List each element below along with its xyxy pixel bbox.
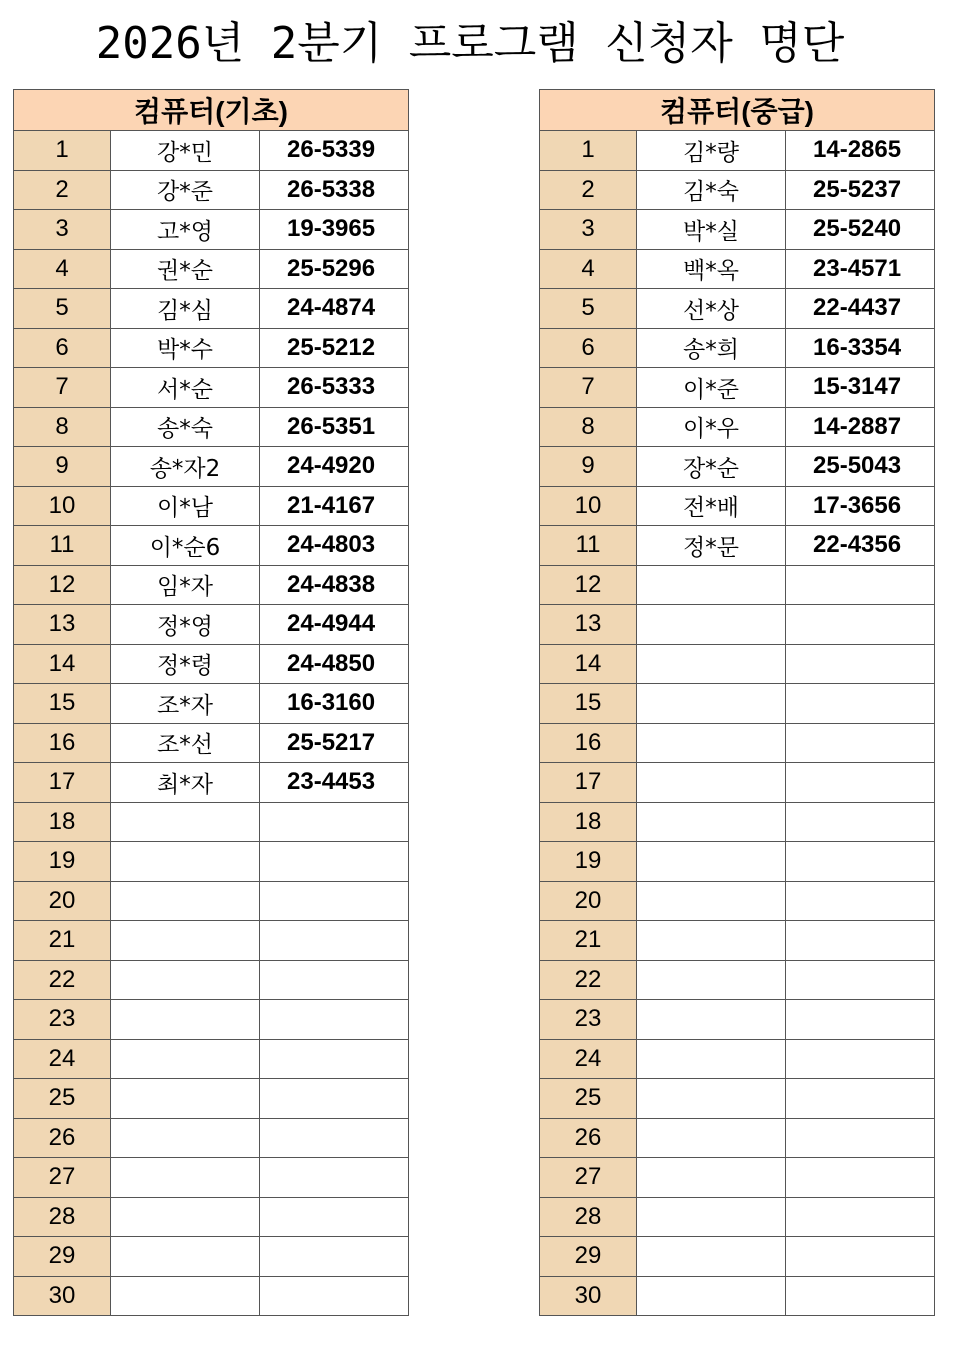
table-row (540, 802, 935, 842)
table-row (14, 1079, 409, 1119)
applicant-name-cell: 김*심 (111, 289, 260, 329)
applicant-name-cell (637, 921, 786, 961)
applicant-name-cell: 박*실 (637, 210, 786, 250)
applicant-name-cell (111, 1237, 260, 1277)
applicant-name-cell (111, 802, 260, 842)
row-number-cell: 30 (540, 1276, 637, 1316)
row-number-cell: 12 (540, 565, 637, 605)
row-number-cell: 24 (540, 1039, 637, 1079)
table-row (540, 131, 935, 171)
table-row (540, 644, 935, 684)
table-row (14, 842, 409, 882)
member-id-cell: 24-4838 (260, 565, 409, 605)
table-row (540, 723, 935, 763)
member-id-cell (260, 802, 409, 842)
table-row (14, 763, 409, 803)
row-number-cell: 16 (14, 723, 111, 763)
member-id-cell: 25-5237 (786, 170, 935, 210)
member-id-cell: 23-4453 (260, 763, 409, 803)
row-number-cell: 28 (540, 1197, 637, 1237)
row-number-cell: 26 (14, 1118, 111, 1158)
table-row (14, 1158, 409, 1198)
row-number-cell: 17 (540, 763, 637, 803)
table-row (540, 921, 935, 961)
row-number-cell: 25 (540, 1079, 637, 1119)
member-id-cell: 23-4571 (786, 249, 935, 289)
row-number-cell: 28 (14, 1197, 111, 1237)
row-number-cell: 18 (14, 802, 111, 842)
row-number-cell: 23 (540, 1000, 637, 1040)
row-number-cell: 20 (14, 881, 111, 921)
table-row (14, 723, 409, 763)
member-id-cell: 26-5333 (260, 368, 409, 408)
table-row (540, 842, 935, 882)
member-id-cell (786, 1118, 935, 1158)
member-id-cell (260, 1000, 409, 1040)
table-row (540, 960, 935, 1000)
table-row (540, 1118, 935, 1158)
member-id-cell: 22-4356 (786, 526, 935, 566)
row-number-cell: 15 (540, 684, 637, 724)
table-row (14, 526, 409, 566)
row-number-cell: 15 (14, 684, 111, 724)
row-number-cell: 18 (540, 802, 637, 842)
table-row (14, 447, 409, 487)
row-number-cell: 9 (540, 447, 637, 487)
row-number-cell: 4 (540, 249, 637, 289)
member-id-cell: 14-2865 (786, 131, 935, 171)
table-body (540, 131, 935, 1316)
row-number-cell: 20 (540, 881, 637, 921)
applicant-name-cell: 최*자 (111, 763, 260, 803)
table-row (540, 407, 935, 447)
row-number-cell: 6 (14, 328, 111, 368)
member-id-cell: 24-4850 (260, 644, 409, 684)
row-number-cell: 6 (540, 328, 637, 368)
table-row (14, 921, 409, 961)
applicant-name-cell: 조*선 (111, 723, 260, 763)
table-row (14, 368, 409, 408)
table-row (540, 1237, 935, 1277)
applicant-name-cell: 강*민 (111, 131, 260, 171)
member-id-cell (786, 1079, 935, 1119)
member-id-cell: 26-5339 (260, 131, 409, 171)
applicant-name-cell: 송*숙 (111, 407, 260, 447)
table-row (14, 605, 409, 645)
applicant-name-cell (111, 960, 260, 1000)
table-row (540, 1158, 935, 1198)
member-id-cell (260, 842, 409, 882)
applicant-name-cell (637, 605, 786, 645)
member-id-cell (260, 1197, 409, 1237)
applicant-name-cell (637, 1276, 786, 1316)
row-number-cell: 12 (14, 565, 111, 605)
applicant-name-cell: 이*순6 (111, 526, 260, 566)
table-row (540, 1000, 935, 1040)
table-row (14, 407, 409, 447)
applicant-name-cell (637, 842, 786, 882)
member-id-cell: 26-5338 (260, 170, 409, 210)
table-row (540, 170, 935, 210)
table-row (14, 1197, 409, 1237)
member-id-cell: 22-4437 (786, 289, 935, 329)
table-row (540, 881, 935, 921)
row-number-cell: 3 (14, 210, 111, 250)
table-row (14, 644, 409, 684)
member-id-cell (786, 1197, 935, 1237)
row-number-cell: 11 (14, 526, 111, 566)
table-row (14, 1118, 409, 1158)
roster-table-basic (13, 89, 409, 1316)
table-row (14, 684, 409, 724)
table-row (14, 486, 409, 526)
applicant-name-cell (111, 921, 260, 961)
row-number-cell: 2 (14, 170, 111, 210)
table-row (14, 960, 409, 1000)
member-id-cell (786, 1000, 935, 1040)
table-row (14, 249, 409, 289)
row-number-cell: 19 (540, 842, 637, 882)
applicant-name-cell (637, 763, 786, 803)
table-row (540, 684, 935, 724)
member-id-cell: 24-4874 (260, 289, 409, 329)
table-row (14, 1039, 409, 1079)
table-row (540, 526, 935, 566)
applicant-name-cell (637, 1237, 786, 1277)
row-number-cell: 23 (14, 1000, 111, 1040)
applicant-name-cell (637, 684, 786, 724)
applicant-name-cell (637, 1158, 786, 1198)
member-id-cell: 21-4167 (260, 486, 409, 526)
member-id-cell (260, 1237, 409, 1277)
applicant-name-cell: 고*영 (111, 210, 260, 250)
member-id-cell (786, 1237, 935, 1277)
table-row (14, 565, 409, 605)
row-number-cell: 9 (14, 447, 111, 487)
applicant-name-cell (111, 881, 260, 921)
applicant-name-cell (111, 1197, 260, 1237)
table-row (14, 1237, 409, 1277)
applicant-name-cell: 송*자2 (111, 447, 260, 487)
table-row (540, 486, 935, 526)
table-row (540, 328, 935, 368)
row-number-cell: 7 (540, 368, 637, 408)
table-row (540, 447, 935, 487)
applicant-name-cell: 송*희 (637, 328, 786, 368)
member-id-cell (786, 684, 935, 724)
table-body (14, 131, 409, 1316)
row-number-cell: 4 (14, 249, 111, 289)
table-row (14, 328, 409, 368)
applicant-name-cell: 김*량 (637, 131, 786, 171)
applicant-name-cell: 전*배 (637, 486, 786, 526)
member-id-cell: 25-5296 (260, 249, 409, 289)
table-row (14, 881, 409, 921)
table-row (540, 1079, 935, 1119)
applicant-name-cell: 장*순 (637, 447, 786, 487)
table-row (540, 249, 935, 289)
applicant-name-cell (637, 723, 786, 763)
member-id-cell (786, 881, 935, 921)
member-id-cell: 25-5212 (260, 328, 409, 368)
applicant-name-cell: 권*순 (111, 249, 260, 289)
member-id-cell (260, 921, 409, 961)
table-header-row (540, 90, 935, 131)
applicant-name-cell: 이*우 (637, 407, 786, 447)
row-number-cell: 8 (14, 407, 111, 447)
table-row (540, 1039, 935, 1079)
table-row (540, 1197, 935, 1237)
row-number-cell: 22 (540, 960, 637, 1000)
applicant-name-cell: 선*상 (637, 289, 786, 329)
member-id-cell: 16-3354 (786, 328, 935, 368)
row-number-cell: 1 (14, 131, 111, 171)
member-id-cell (786, 1158, 935, 1198)
member-id-cell: 17-3656 (786, 486, 935, 526)
row-number-cell: 10 (14, 486, 111, 526)
table-header: 컴퓨터(중급) (540, 90, 935, 131)
row-number-cell: 19 (14, 842, 111, 882)
member-id-cell (786, 723, 935, 763)
row-number-cell: 27 (14, 1158, 111, 1198)
member-id-cell: 24-4944 (260, 605, 409, 645)
applicant-name-cell: 정*령 (111, 644, 260, 684)
member-id-cell (786, 802, 935, 842)
table-row (14, 210, 409, 250)
applicant-name-cell: 이*준 (637, 368, 786, 408)
member-id-cell: 24-4920 (260, 447, 409, 487)
table-row (14, 170, 409, 210)
applicant-name-cell (637, 802, 786, 842)
row-number-cell: 30 (14, 1276, 111, 1316)
table-row (14, 1276, 409, 1316)
applicant-name-cell (637, 644, 786, 684)
member-id-cell (786, 565, 935, 605)
member-id-cell (786, 1039, 935, 1079)
table-row (14, 802, 409, 842)
member-id-cell: 25-5043 (786, 447, 935, 487)
table-row (540, 368, 935, 408)
member-id-cell (260, 1079, 409, 1119)
member-id-cell (786, 763, 935, 803)
applicant-name-cell: 정*영 (111, 605, 260, 645)
row-number-cell: 3 (540, 210, 637, 250)
member-id-cell (260, 1118, 409, 1158)
applicant-name-cell: 백*옥 (637, 249, 786, 289)
applicant-name-cell: 임*자 (111, 565, 260, 605)
table-row (540, 565, 935, 605)
applicant-name-cell (111, 1079, 260, 1119)
applicant-name-cell: 김*숙 (637, 170, 786, 210)
applicant-name-cell: 이*남 (111, 486, 260, 526)
table-row (540, 210, 935, 250)
member-id-cell (786, 605, 935, 645)
table-row (14, 289, 409, 329)
applicant-name-cell (637, 1039, 786, 1079)
member-id-cell: 25-5217 (260, 723, 409, 763)
table-row (14, 131, 409, 171)
applicant-name-cell (637, 1079, 786, 1119)
page-title: 2026년 2분기 프로그램 신청자 명단 (95, 18, 845, 69)
member-id-cell: 26-5351 (260, 407, 409, 447)
row-number-cell: 13 (540, 605, 637, 645)
row-number-cell: 10 (540, 486, 637, 526)
member-id-cell: 19-3965 (260, 210, 409, 250)
row-number-cell: 29 (540, 1237, 637, 1277)
row-number-cell: 26 (540, 1118, 637, 1158)
member-id-cell (260, 1276, 409, 1316)
row-number-cell: 24 (14, 1039, 111, 1079)
applicant-name-cell: 정*문 (637, 526, 786, 566)
row-number-cell: 22 (14, 960, 111, 1000)
applicant-name-cell: 서*순 (111, 368, 260, 408)
member-id-cell (786, 1276, 935, 1316)
row-number-cell: 27 (540, 1158, 637, 1198)
table-row (540, 289, 935, 329)
row-number-cell: 25 (14, 1079, 111, 1119)
member-id-cell (260, 881, 409, 921)
member-id-cell: 16-3160 (260, 684, 409, 724)
applicant-name-cell (111, 1158, 260, 1198)
table-header-row (14, 90, 409, 131)
row-number-cell: 7 (14, 368, 111, 408)
table-row (540, 1276, 935, 1316)
table-header: 컴퓨터(기초) (14, 90, 409, 131)
applicant-name-cell: 강*준 (111, 170, 260, 210)
row-number-cell: 29 (14, 1237, 111, 1277)
table-row (14, 1000, 409, 1040)
member-id-cell (260, 960, 409, 1000)
row-number-cell: 13 (14, 605, 111, 645)
roster-table-intermediate (539, 89, 935, 1316)
applicant-name-cell (637, 565, 786, 605)
applicant-name-cell (111, 1276, 260, 1316)
applicant-name-cell (111, 1000, 260, 1040)
member-id-cell: 25-5240 (786, 210, 935, 250)
row-number-cell: 21 (540, 921, 637, 961)
row-number-cell: 17 (14, 763, 111, 803)
row-number-cell: 2 (540, 170, 637, 210)
member-id-cell (786, 960, 935, 1000)
member-id-cell (260, 1039, 409, 1079)
row-number-cell: 21 (14, 921, 111, 961)
table-row (540, 605, 935, 645)
member-id-cell (786, 842, 935, 882)
applicant-name-cell (637, 1000, 786, 1040)
row-number-cell: 14 (14, 644, 111, 684)
applicant-name-cell (637, 1118, 786, 1158)
applicant-name-cell: 박*수 (111, 328, 260, 368)
row-number-cell: 1 (540, 131, 637, 171)
member-id-cell (260, 1158, 409, 1198)
member-id-cell (786, 921, 935, 961)
row-number-cell: 5 (14, 289, 111, 329)
applicant-name-cell: 조*자 (111, 684, 260, 724)
applicant-name-cell (111, 842, 260, 882)
row-number-cell: 16 (540, 723, 637, 763)
applicant-name-cell (637, 960, 786, 1000)
table-row (540, 763, 935, 803)
applicant-name-cell (637, 881, 786, 921)
applicant-name-cell (111, 1039, 260, 1079)
row-number-cell: 14 (540, 644, 637, 684)
member-id-cell: 14-2887 (786, 407, 935, 447)
applicant-name-cell (111, 1118, 260, 1158)
member-id-cell: 24-4803 (260, 526, 409, 566)
row-number-cell: 11 (540, 526, 637, 566)
member-id-cell (786, 644, 935, 684)
applicant-name-cell (637, 1197, 786, 1237)
row-number-cell: 8 (540, 407, 637, 447)
member-id-cell: 15-3147 (786, 368, 935, 408)
row-number-cell: 5 (540, 289, 637, 329)
